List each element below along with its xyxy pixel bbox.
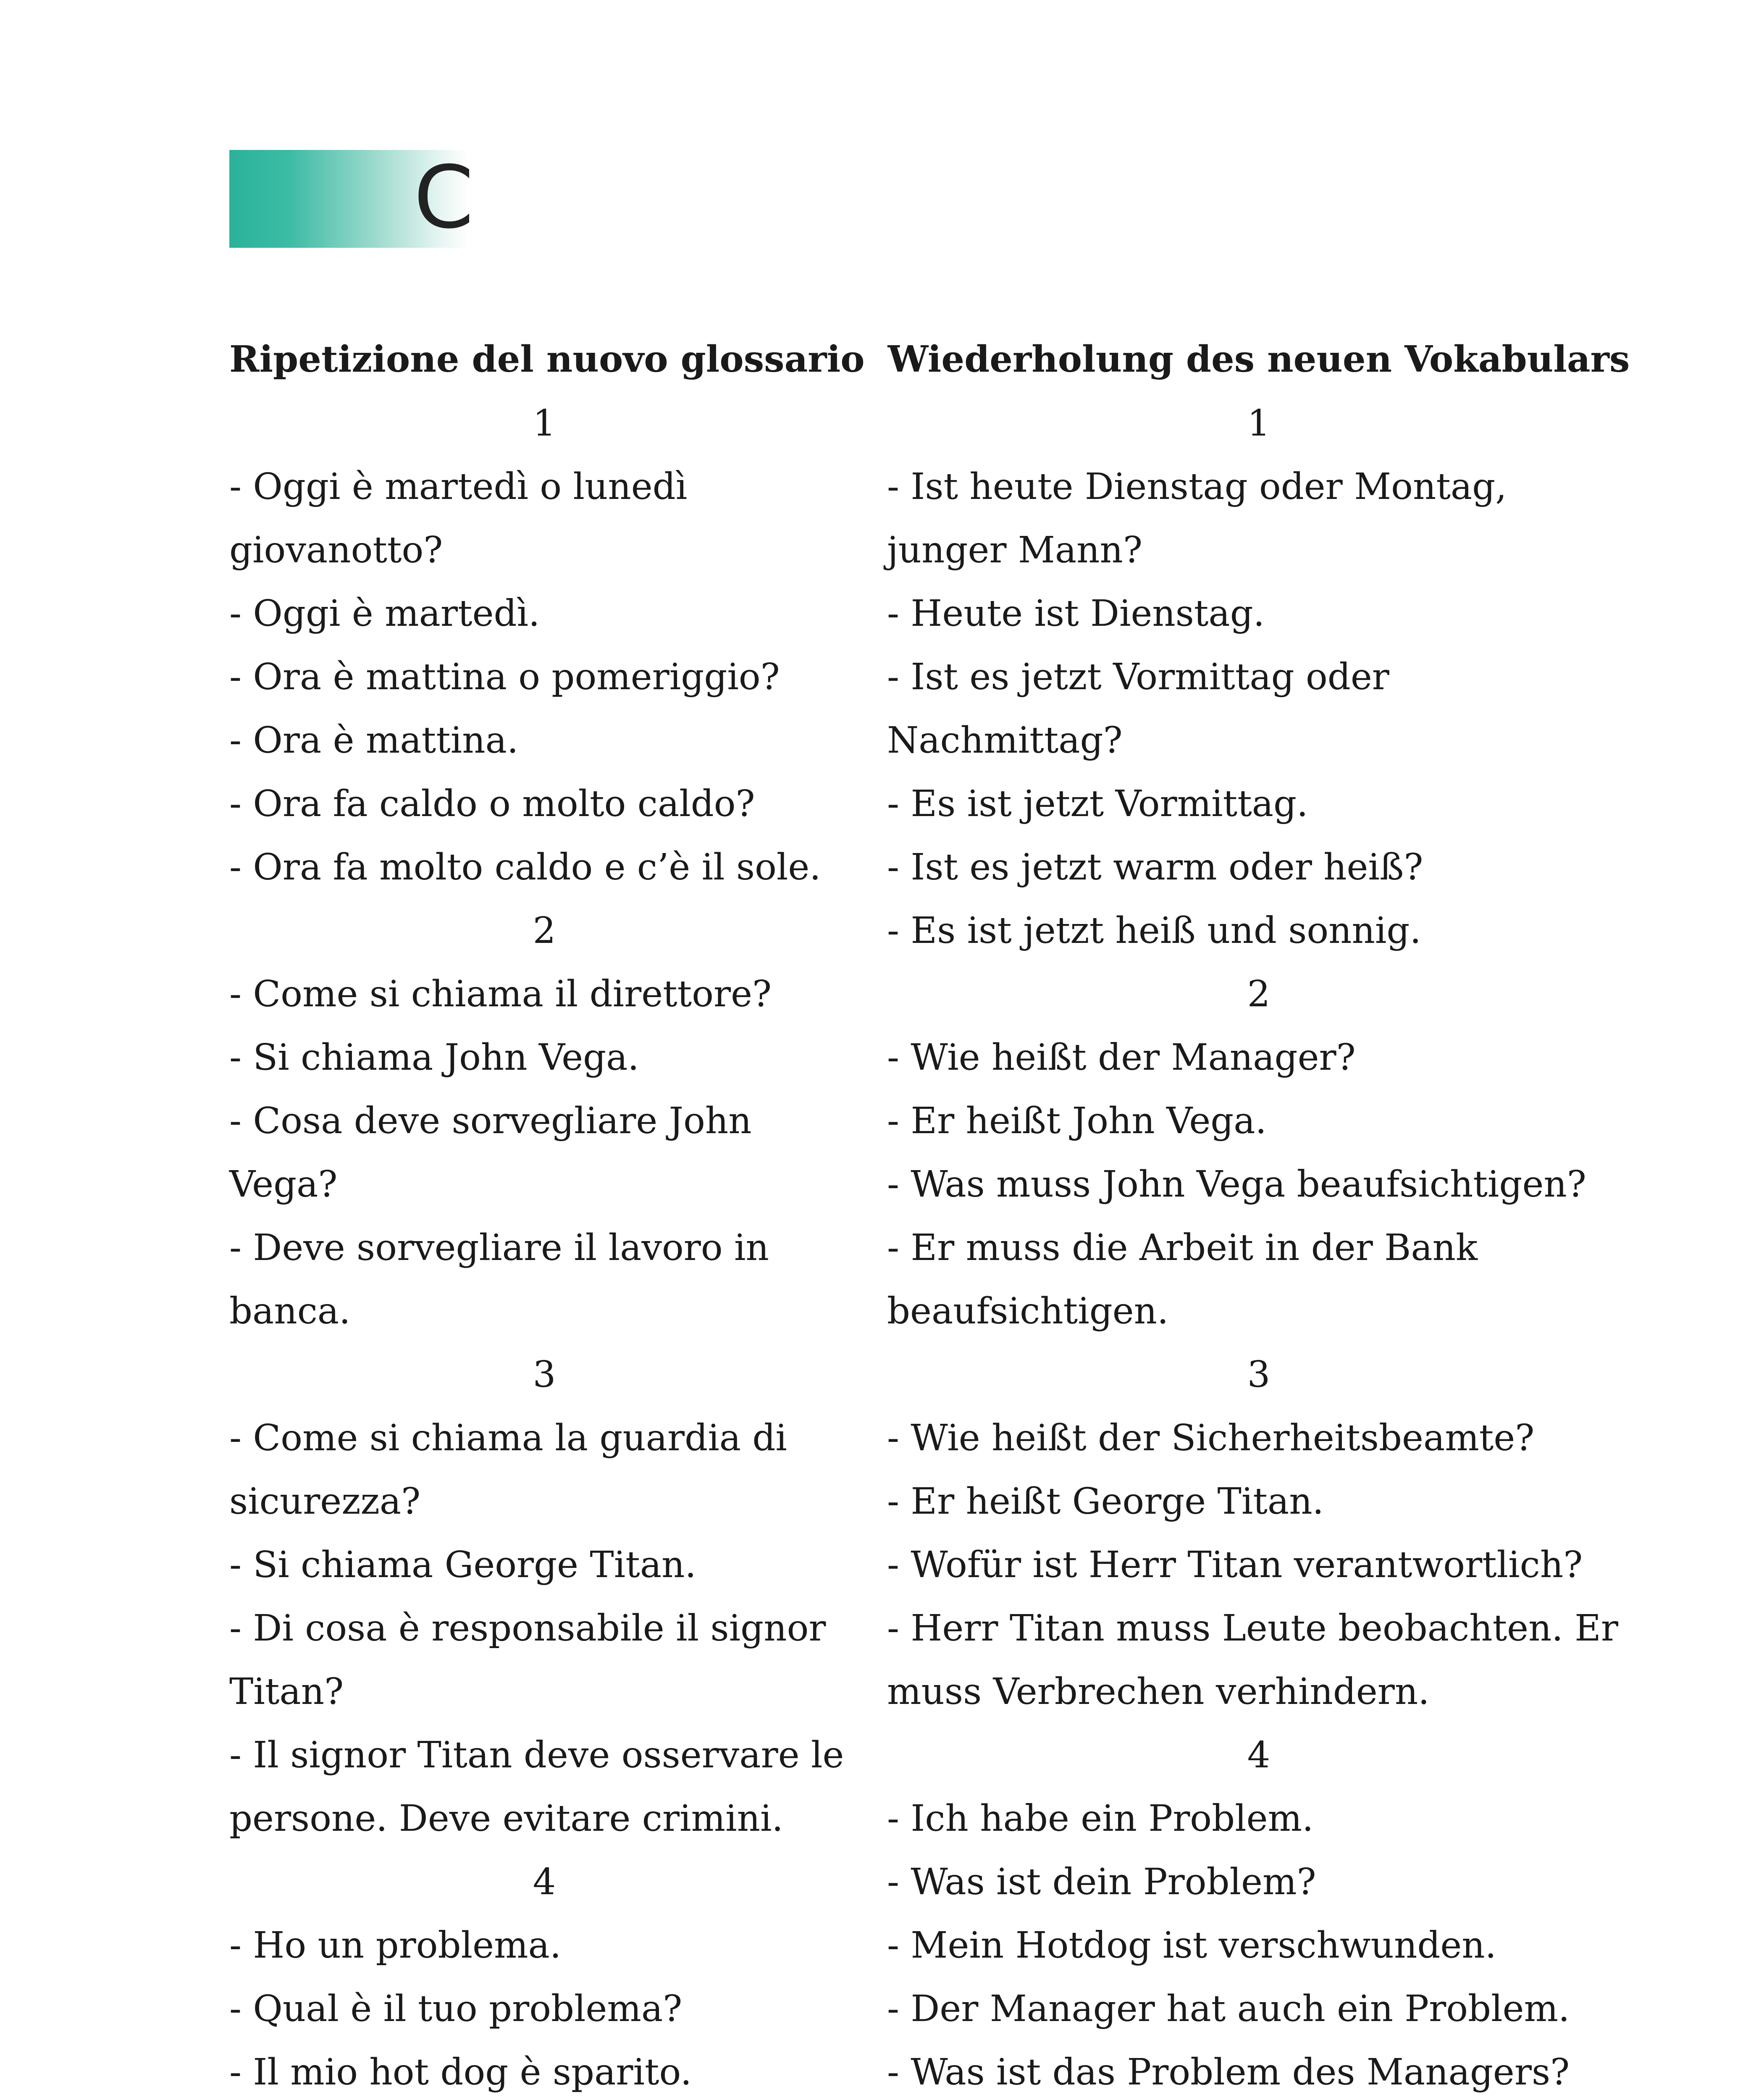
german-dialogue-line: - Herr Titan muss Leute beobachten. Er muss Verbrechen verhindern.	[887, 1607, 1618, 1713]
german-dialogue-line: - Es ist jetzt heiß und sonnig.	[887, 910, 1421, 952]
german-dialogue-line: - Was muss John Vega beaufsichtigen?	[887, 1163, 1586, 1205]
italian-dialogue-line: - Di cosa è responsabile il signor Titan?	[229, 1607, 826, 1713]
italian-column-title: Ripetizione del nuovo glossario	[229, 338, 865, 381]
german-dialogue-line: - Er heißt John Vega.	[887, 1100, 1267, 1142]
german-dialogue-line: - Was ist das Problem des Managers?	[887, 2051, 1570, 2093]
german-dialogue-line: - Ist es jetzt warm oder heiß?	[887, 846, 1423, 888]
italian-column	[229, 328, 865, 2100]
german-dialogue-line: - Mein Hotdog ist verschwunden.	[887, 1924, 1496, 1966]
italian-dialogue-line: - Si chiama George Titan.	[229, 1544, 696, 1586]
german-sections	[887, 392, 1630, 2100]
german-section-number: 2	[1247, 973, 1270, 1015]
italian-section-number: 3	[533, 1354, 556, 1396]
german-dialogue-line: - Wie heißt der Manager?	[887, 1037, 1356, 1079]
italian-section-number: 4	[533, 1861, 556, 1903]
italian-dialogue-line: - Come si chiama la guardia di sicurezza?	[229, 1417, 787, 1522]
italian-dialogue-line: - Ho un problema.	[229, 1924, 562, 1966]
italian-dialogue-line: - Il mio hot dog è sparito.	[229, 2051, 692, 2093]
italian-dialogue-line: - Ora è mattina o pomeriggio?	[229, 656, 780, 698]
german-section-number: 4	[1247, 1734, 1270, 1776]
italian-dialogue-line: - Il signor Titan deve osservare le persone. Deve evitare crimini.	[229, 1734, 844, 1840]
italian-dialogue-line: - Ora fa molto caldo e c’è il sole.	[229, 846, 821, 888]
german-dialogue-line: - Ist es jetzt Vormittag oder Nachmittag?	[887, 656, 1389, 761]
german-dialogue-line: - Er muss die Arbeit in der Bank beaufsichtigen.	[887, 1227, 1478, 1332]
italian-dialogue-line: - Ora fa caldo o molto caldo?	[229, 783, 755, 825]
german-column	[887, 328, 1630, 2100]
german-dialogue-line: - Ich habe ein Problem.	[887, 1798, 1314, 1840]
italian-section-number: 1	[533, 402, 556, 444]
italian-dialogue-line: - Come si chiama il direttore?	[229, 973, 772, 1015]
german-dialogue-line: - Er heißt George Titan.	[887, 1480, 1324, 1522]
italian-dialogue-line: - Oggi è martedì.	[229, 593, 540, 635]
italian-dialogue-line: - Oggi è martedì o lunedì giovanotto?	[229, 466, 688, 571]
german-dialogue-line: - Der Manager hat auch ein Problem.	[887, 1988, 1570, 2030]
italian-dialogue-line: - Ora è mattina.	[229, 719, 519, 761]
italian-section-number: 2	[533, 910, 556, 952]
german-dialogue-line: - Was ist dein Problem?	[887, 1861, 1316, 1903]
german-section-number: 1	[1247, 402, 1270, 444]
italian-dialogue-line: - Deve sorvegliare il lavoro in banca.	[229, 1227, 769, 1332]
italian-sections	[229, 392, 859, 2100]
german-column-title: Wiederholung des neuen Vokabulars	[887, 338, 1630, 381]
german-dialogue-line: - Es ist jetzt Vormittag.	[887, 783, 1308, 825]
italian-dialogue-line: - Qual è il tuo problema?	[229, 1988, 682, 2030]
german-dialogue-line: - Ist heute Dienstag oder Montag, junger Mann?	[887, 466, 1507, 571]
german-dialogue-line: - Wofür ist Herr Titan verantwortlich?	[887, 1544, 1583, 1586]
italian-dialogue-line: - Si chiama John Vega.	[229, 1037, 639, 1079]
italian-dialogue-line: - Cosa deve sorvegliare John Vega?	[229, 1100, 752, 1205]
section-letter: C	[414, 148, 474, 248]
german-dialogue-line: - Wie heißt der Sicherheitsbeamte?	[887, 1417, 1535, 1459]
german-dialogue-line: - Heute ist Dienstag.	[887, 593, 1265, 635]
german-section-number: 3	[1247, 1354, 1270, 1396]
